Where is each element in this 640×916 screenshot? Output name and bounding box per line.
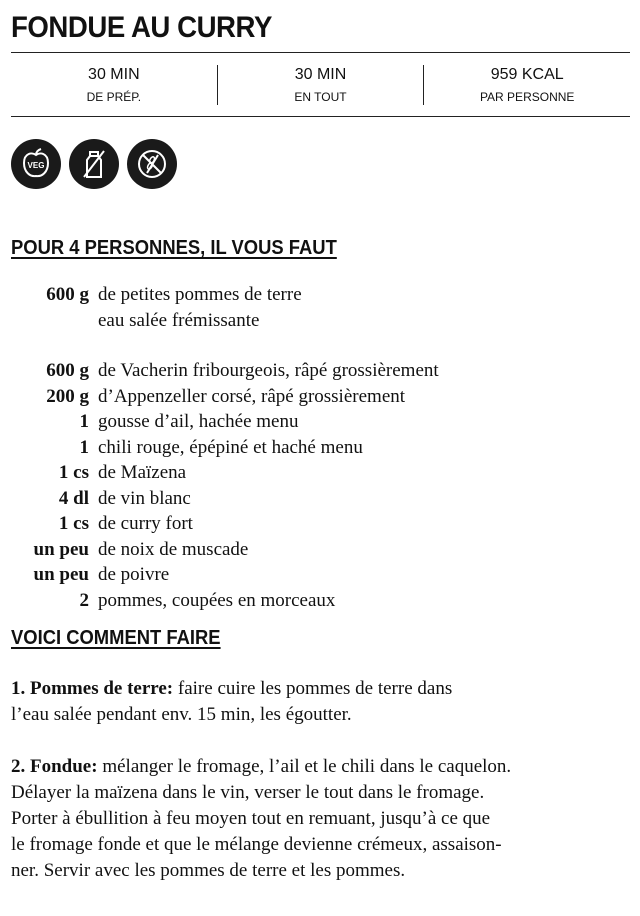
ingredient-quantity: un peu <box>33 538 89 560</box>
ingredient-row <box>11 511 630 537</box>
ingredient-row <box>11 486 630 512</box>
steps-list <box>11 676 630 884</box>
ingredient-row <box>11 409 630 435</box>
gluten-free-icon <box>127 139 177 189</box>
ingredient-quantity: 600 g <box>46 360 89 381</box>
ingredient-text: d’Appenzeller corsé, râpé grossièrement <box>98 385 406 407</box>
calories <box>423 65 630 105</box>
ingredient-row <box>11 537 630 563</box>
ingredient-text: eau salée frémissante <box>98 309 260 331</box>
ingredient-text: chili rouge, épépiné et haché menu <box>98 436 363 458</box>
ingredient-row <box>11 562 630 588</box>
ingredient-group-1 <box>11 282 630 333</box>
ingredient-row <box>11 588 630 614</box>
ingredient-quantity: 600 g <box>46 284 89 305</box>
ingredient-row <box>11 282 630 308</box>
step-line <box>11 858 630 884</box>
ingredient-text: de Vacherin fribourgeois, râpé grossièrement <box>98 360 439 381</box>
prep-time <box>11 65 217 105</box>
step-line <box>11 702 630 728</box>
lactose-free-icon <box>69 139 119 189</box>
ingredient-quantity: un peu <box>33 564 89 585</box>
step-fondue <box>11 754 630 884</box>
ingredient-text: de noix de muscade <box>98 538 249 560</box>
prep-time-value: 30 MIN <box>88 65 140 83</box>
calories-unit: PAR PERSONNE <box>479 89 575 104</box>
recipe-stats <box>11 52 630 117</box>
ingredient-text: de poivre <box>98 564 170 585</box>
ingredient-quantity <box>11 308 98 334</box>
step-label: 2. Fondue: <box>11 756 98 777</box>
step-text: mélanger le fromage, l’ail et le chili dans le caquelon. <box>102 756 512 777</box>
step-text: l’eau salée pendant env. 15 min, les égoutter. <box>11 704 352 725</box>
step-line <box>11 676 630 702</box>
ingredients-heading: POUR 4 PERSONNES, IL VOUS FAUT <box>11 237 337 259</box>
step-potatoes <box>11 676 630 728</box>
ingredient-row <box>11 460 630 486</box>
ingredient-row <box>11 384 630 410</box>
ingredient-quantity: 1 <box>79 436 89 458</box>
ingredient-text: de petites pommes de terre <box>98 284 302 305</box>
ingredient-text: de Maïzena <box>98 462 187 483</box>
step-text: ner. Servir avec les pommes de terre et les pommes. <box>11 860 406 881</box>
ingredient-row <box>11 308 630 334</box>
step-line <box>11 832 630 858</box>
calories-value: 959 KCAL <box>490 65 564 83</box>
step-line <box>11 780 630 806</box>
total-time-unit: EN TOUT <box>294 89 347 104</box>
ingredient-text: gousse d’ail, hachée menu <box>98 411 299 432</box>
ingredient-spacer <box>11 333 630 358</box>
veg-label: VEG <box>27 161 45 170</box>
ingredient-quantity: 200 g <box>46 385 89 407</box>
ingredient-quantity: 1 cs <box>58 513 89 534</box>
total-time-value: 30 MIN <box>294 65 347 83</box>
step-text: Délayer la maïzena dans le vin, verser le tout dans le fromage. <box>11 782 485 803</box>
total-time <box>217 65 424 105</box>
ingredient-text: de curry fort <box>98 513 193 534</box>
step-line <box>11 754 630 780</box>
ingredient-quantity: 1 <box>79 411 89 432</box>
ingredient-row <box>11 358 630 384</box>
prep-time-unit: DE PRÉP. <box>86 89 142 104</box>
recipe-card <box>0 10 640 884</box>
step-text: le fromage fonde et que le mélange devienne crémeux, assaison- <box>11 834 502 855</box>
ingredient-quantity: 1 cs <box>58 462 89 483</box>
ingredient-text: pommes, coupées en morceaux <box>98 589 336 611</box>
ingredient-quantity: 4 dl <box>58 487 89 509</box>
step-line <box>11 806 630 832</box>
ingredients-list <box>11 282 630 613</box>
step-text: faire cuire les pommes de terre dans <box>177 678 453 699</box>
step-label: 1. Pommes de terre: <box>11 678 174 699</box>
steps-heading: VOICI COMMENT FAIRE <box>11 627 221 649</box>
diet-icons <box>11 139 630 189</box>
recipe-title: FONDUE AU CURRY <box>11 11 272 44</box>
step-text: Porter à ébullition à feu moyen tout en remuant, jusqu’à ce que <box>11 808 491 829</box>
ingredient-quantity: 2 <box>79 589 89 611</box>
ingredient-group-2 <box>11 358 630 613</box>
ingredient-row <box>11 435 630 461</box>
ingredient-text: de vin blanc <box>98 487 191 509</box>
veg-apple-icon <box>11 139 61 189</box>
